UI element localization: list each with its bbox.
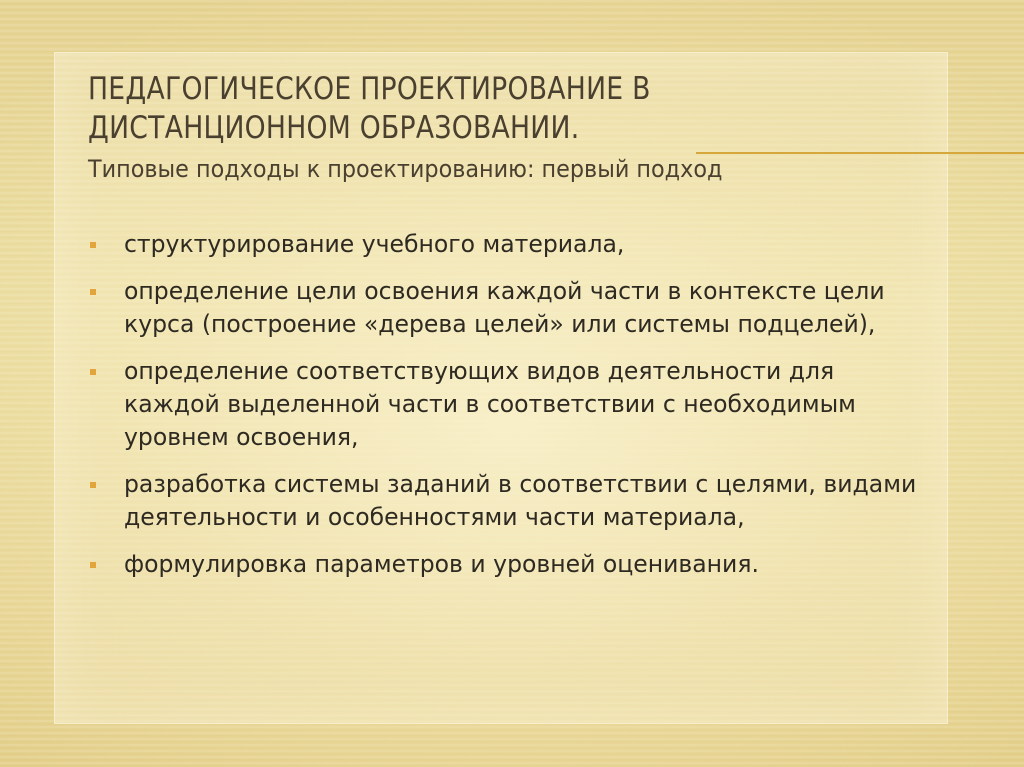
bullet-marker-icon xyxy=(90,369,96,375)
bullet-item xyxy=(90,548,940,581)
bullet-item xyxy=(90,468,940,534)
bullet-text: определение цели освоения каждой части в контексте цели курса (построение «дерева целей» или системы подцелей), xyxy=(124,277,885,338)
slide-title-line-2: ДИСТАНЦИОННОМ ОБРАЗОВАНИИ. xyxy=(88,110,580,146)
bullet-item xyxy=(90,228,940,261)
slide-title xyxy=(88,70,845,148)
bullet-text: структурирование учебного материала, xyxy=(124,230,625,258)
title-block xyxy=(88,70,968,184)
slide-title-line-1: ПЕДАГОГИЧЕСКОЕ ПРОЕКТИРОВАНИЕ В xyxy=(88,71,651,107)
bullet-text: разработка системы заданий в соответствии с целями, видами деятельности и особенностями части материала, xyxy=(124,470,917,531)
bullet-marker-icon xyxy=(90,562,96,568)
slide-subtitle: Типовые подходы к проектированию: первый подход xyxy=(88,155,723,183)
bullet-item xyxy=(90,355,940,454)
bullet-text: формулировка параметров и уровней оценивания. xyxy=(124,550,759,578)
bullet-text: определение соответствующих видов деятельности для каждой выделенной части в соответствии с необходимым уровнем освоения, xyxy=(124,357,856,451)
bullet-marker-icon xyxy=(90,482,96,488)
bullet-list xyxy=(90,228,940,595)
bullet-item xyxy=(90,275,940,341)
bullet-marker-icon xyxy=(90,242,96,248)
bullet-marker-icon xyxy=(90,289,96,295)
